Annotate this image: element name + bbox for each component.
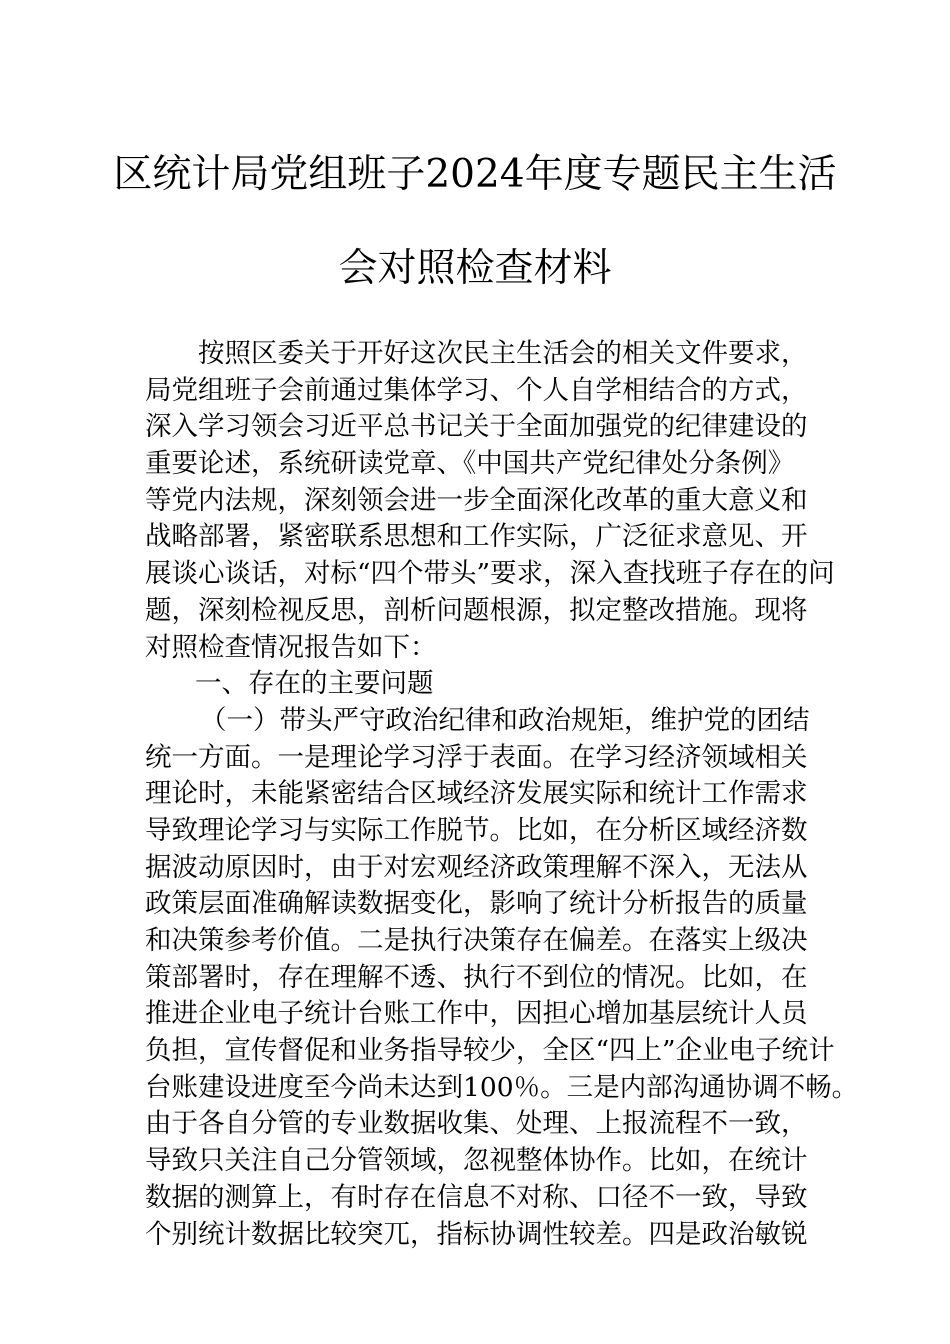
paragraph-line: 深入学习领会习近平总书记关于全面加强党的纪律建设的: [145, 411, 808, 443]
paragraph-line: 由于各自分管的专业数据收集、处理、上报流程不一致，: [145, 1108, 808, 1140]
paragraph-line: 推进企业电子统计台账工作中，因担心增加基层统计人员: [145, 998, 808, 1030]
paragraph-line: 理论时，未能紧密结合区域经济发展实际和统计工作需求: [145, 778, 808, 810]
paragraph-line: 据波动原因时，由于对宏观经济政策理解不深入，无法从: [145, 851, 808, 883]
section-heading: 一、存在的主要问题: [195, 668, 434, 700]
paragraph-line: 导致只关注自己分管领域，忽视整体协作。比如，在统计: [145, 1145, 808, 1177]
paragraph-line: 策部署时，存在理解不透、执行不到位的情况。比如，在: [145, 961, 808, 993]
paragraph-line: 负担，宣传督促和业务指导较少，全区“四上”企业电子统计: [145, 1035, 835, 1067]
paragraph-line: 战略部署，紧密联系思想和工作实际，广泛征求意见、开: [145, 521, 808, 553]
paragraph-line: （一）带头严守政治纪律和政治规矩，维护党的团结: [200, 704, 810, 736]
paragraph-line: 题，深刻检视反思，剖析问题根源，拟定整改措施。现将: [145, 594, 808, 626]
paragraph-line: 台账建设进度至今尚未达到100％。三是内部沟通协调不畅。: [145, 1071, 859, 1103]
paragraph-line: 和决策参考价值。二是执行决策存在偏差。在落实上级决: [145, 925, 808, 956]
paragraph-line: 导致理论学习与实际工作脱节。比如，在分析区域经济数: [145, 814, 808, 846]
paragraph-line: 等党内法规，深刻领会进一步全面深化改革的重大意义和: [145, 484, 808, 516]
document-title-line-2: 会对照检查材料: [338, 246, 612, 291]
paragraph-line: 对照检查情况报告如下：: [145, 631, 437, 663]
paragraph-line: 个别统计数据比较突兀，指标协调性较差。四是政治敏锐: [145, 1218, 808, 1250]
paragraph-line: 重要论述，系统研读党章、《中国共产党纪律处分条例》: [145, 448, 795, 480]
paragraph-line: 统一方面。一是理论学习浮于表面。在学习经济领域相关: [145, 741, 808, 773]
paragraph-line: 政策层面准确解读数据变化，影响了统计分析报告的质量: [145, 888, 808, 920]
paragraph-line: 数据的测算上，有时存在信息不对称、口径不一致，导致: [145, 1181, 808, 1213]
paragraph-line: 按照区委关于开好这次民主生活会的相关文件要求，: [198, 338, 808, 369]
paragraph-line: 局党组班子会前通过集体学习、个人自学相结合的方式，: [145, 374, 808, 406]
paragraph-line: 展谈心谈话，对标“四个带头”要求，深入查找班子存在的问: [145, 558, 835, 590]
document-title-line-1: 区统计局党组班子2024年度专题民主生活: [113, 152, 837, 197]
document-body: [145, 336, 859, 1253]
